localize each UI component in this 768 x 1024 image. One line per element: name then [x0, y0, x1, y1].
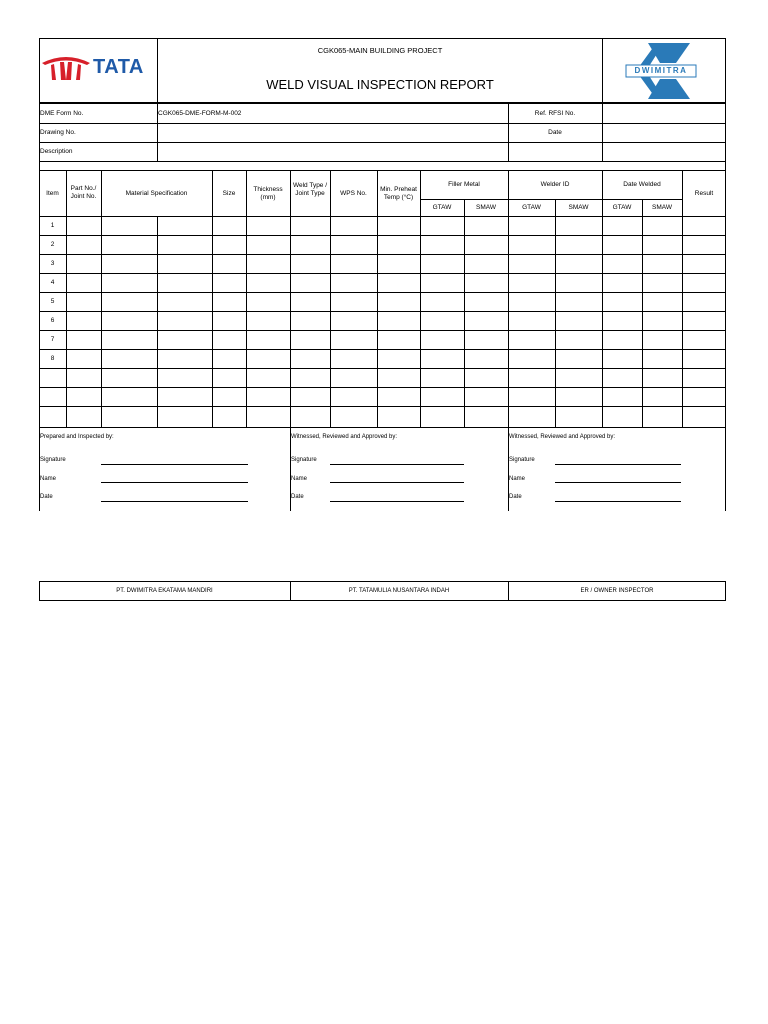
tata-wordmark: TATA	[93, 56, 144, 78]
signoff-1-date-label: Date	[40, 494, 53, 500]
page-title: WELD VISUAL INSPECTION REPORT	[266, 77, 494, 92]
signoff-2-signature-line	[330, 464, 464, 465]
signoff-prepared-title: Prepared and Inspected by:	[40, 434, 114, 440]
signoff-2-name-line	[330, 482, 464, 483]
col-part-joint: Part No./ Joint No.	[70, 185, 97, 200]
table-row-item-number: 2	[50, 241, 55, 248]
form-no-label: DME Form No.	[40, 110, 84, 117]
table-row-divider	[39, 330, 726, 331]
signoff-3-signature-label: Signature	[509, 457, 535, 463]
dwimitra-logo	[612, 41, 712, 101]
signoff-2-name-label: Name	[291, 476, 308, 482]
table-row-divider	[39, 311, 726, 312]
col-welder-smaw: SMAW	[568, 204, 589, 211]
signoff-1-signature-label: Signature	[40, 457, 66, 463]
col-item: Item	[46, 190, 59, 197]
table-row-divider	[39, 235, 726, 236]
table-row-divider	[39, 387, 726, 388]
signoff-witness2-title: Witnessed, Reviewed and Approved by:	[509, 434, 616, 440]
signoff-1-signature-line	[101, 464, 248, 465]
date-label: Date	[548, 129, 562, 136]
project-name: CGK065-MAIN BUILDING PROJECT	[317, 46, 443, 55]
signoff-3-date-label: Date	[509, 494, 522, 500]
col-thickness: Thickness (mm)	[253, 186, 283, 201]
table-row-item-number: 3	[50, 260, 55, 267]
signoff-3-name-line	[555, 482, 681, 483]
table-row-item-number: 1	[50, 222, 55, 229]
signoff-witness1-title: Witnessed, Reviewed and Approved by:	[291, 434, 398, 440]
table-row-divider	[39, 292, 726, 293]
table-row-divider	[39, 273, 726, 274]
col-wps: WPS No.	[340, 190, 367, 197]
col-welder-gtaw: GTAW	[522, 204, 541, 211]
footer-party-dwimitra: PT. DWIMITRA EKATAMA MANDIRI	[116, 588, 213, 594]
drawing-no-label: Drawing No.	[40, 129, 76, 136]
col-filler-smaw: SMAW	[476, 204, 496, 211]
tata-logo	[40, 52, 156, 82]
rfsi-label: Ref. RFSI No.	[534, 110, 576, 117]
table-row-divider	[39, 349, 726, 350]
signoff-3-name-label: Name	[509, 476, 526, 482]
col-date-smaw: SMAW	[652, 204, 672, 211]
signoff-3-date-line	[555, 501, 681, 502]
col-date-gtaw: GTAW	[612, 204, 632, 211]
footer-party-tatamulia: PT. TATAMULIA NUSANTARA INDAH	[348, 588, 450, 594]
col-preheat: Min. Preheat Temp (°C)	[380, 186, 417, 201]
signoff-1-date-line	[101, 501, 248, 502]
col-size: Size	[222, 190, 236, 197]
table-row-divider	[39, 254, 726, 255]
col-weld-type: Weld Type / Joint Type	[292, 182, 328, 197]
footer-party-owner: ER / OWNER INSPECTOR	[580, 588, 654, 594]
table-row-divider	[39, 368, 726, 369]
signoff-2-signature-label: Signature	[291, 457, 317, 463]
dwimitra-wordmark: DWIMITRA	[634, 66, 688, 75]
col-filler-gtaw: GTAW	[432, 204, 452, 211]
signoff-2-date-line	[330, 501, 464, 502]
info-section	[39, 103, 726, 162]
signoff-1-name-label: Name	[40, 476, 57, 482]
col-material-spec: Material Specification	[125, 190, 188, 197]
table-row-divider	[39, 406, 726, 407]
col-date-welded: Date Welded	[623, 181, 661, 188]
col-result: Result	[694, 190, 714, 197]
signoff-2-date-label: Date	[291, 494, 304, 500]
table-row-item-number: 4	[50, 279, 55, 286]
signoff-1-name-line	[101, 482, 248, 483]
table-row-item-number: 8	[50, 355, 55, 362]
tata-symbol-icon	[40, 53, 92, 81]
form-no-value: CGK065-DME-FORM-M-002	[158, 110, 242, 117]
table-row-item-number: 6	[50, 317, 55, 324]
table-row-item-number: 5	[50, 298, 55, 305]
signoff-3-signature-line	[555, 464, 681, 465]
description-label: Description	[40, 148, 73, 155]
table-row-item-number: 7	[50, 336, 55, 343]
col-filler-metal: Filler Metal	[448, 181, 480, 188]
col-welder-id: Welder ID	[540, 181, 570, 188]
